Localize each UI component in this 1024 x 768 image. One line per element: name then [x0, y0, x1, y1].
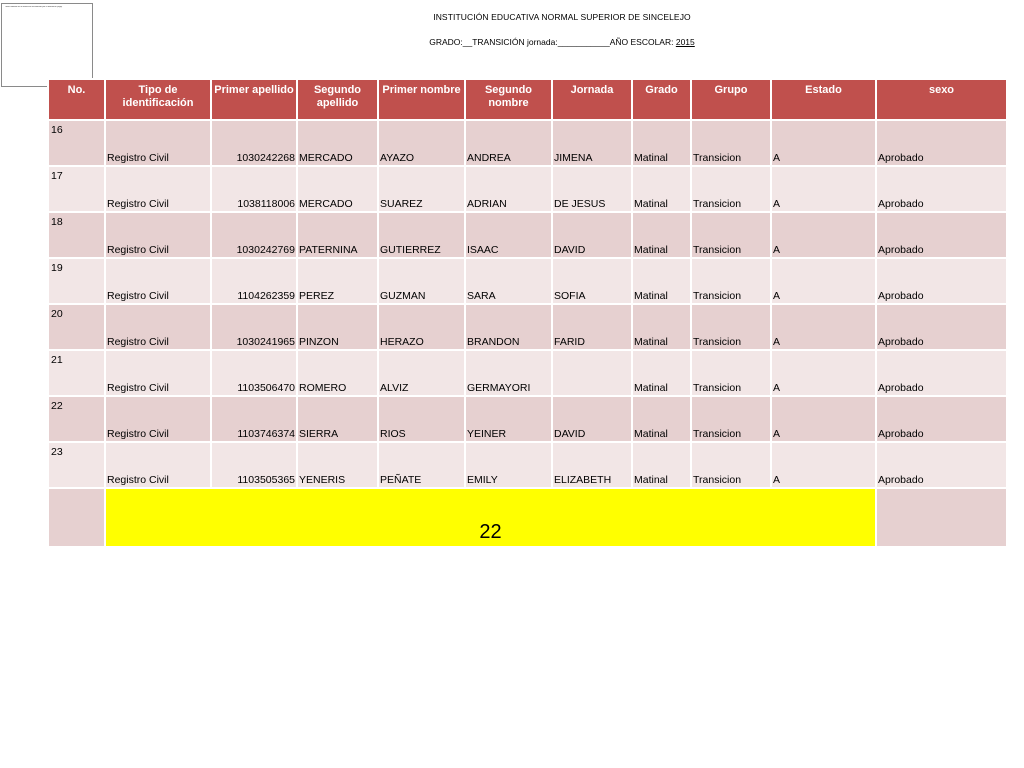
table-row [48, 212, 1007, 258]
table-row [48, 304, 1007, 350]
cell-grado: Transicion [691, 442, 771, 488]
table-row [48, 166, 1007, 212]
col-header-sexo: sexo [876, 79, 1007, 120]
col-header-estado: Estado [771, 79, 876, 120]
cell-primer-apellido: SIERRA [297, 396, 378, 442]
cell-tipo-identificacion: Registro Civil [105, 350, 211, 396]
cell-segundo-nombre: DAVID [552, 396, 632, 442]
cell-primer-apellido: PATERNINA [297, 212, 378, 258]
cell-grado: Transicion [691, 120, 771, 166]
cell-segundo-apellido: GUTIERREZ [378, 212, 465, 258]
cell-segundo-nombre: DAVID [552, 212, 632, 258]
cell-estado: Aprobado [876, 258, 1007, 304]
cell-jornada: Matinal [632, 120, 691, 166]
cell-grupo: A [771, 442, 876, 488]
institution-logo-box [1, 3, 93, 87]
cell-no: 16 [48, 120, 105, 166]
cell-primer-apellido: PINZON [297, 304, 378, 350]
cell-segundo-apellido: PEÑATE [378, 442, 465, 488]
total-row-blank [876, 488, 1007, 547]
cell-primer-apellido: PEREZ [297, 258, 378, 304]
cell-no: 23 [48, 442, 105, 488]
table-row [48, 442, 1007, 488]
col-header-no: No. [48, 79, 105, 120]
cell-no: 19 [48, 258, 105, 304]
cell-numero-identificacion: 1103506470 [211, 350, 297, 396]
cell-segundo-nombre: FARID [552, 304, 632, 350]
cell-primer-nombre: YEINER [465, 396, 552, 442]
cell-numero-identificacion: 1103505365 [211, 442, 297, 488]
cell-numero-identificacion: 1104262359 [211, 258, 297, 304]
cell-no: 22 [48, 396, 105, 442]
cell-numero-identificacion: 1030242268 [211, 120, 297, 166]
cell-grado: Transicion [691, 166, 771, 212]
cell-estado: Aprobado [876, 166, 1007, 212]
cell-segundo-nombre: SOFIA [552, 258, 632, 304]
grade-line-text: GRADO:__TRANSICIÓN jornada:___________AÑO ESCOLAR: [429, 37, 676, 47]
cell-grupo: A [771, 120, 876, 166]
cell-grado: Transicion [691, 212, 771, 258]
cell-jornada: Matinal [632, 166, 691, 212]
total-row [48, 488, 1007, 547]
cell-jornada: Matinal [632, 396, 691, 442]
cell-estado: Aprobado [876, 442, 1007, 488]
cell-grupo: A [771, 396, 876, 442]
institution-title: INSTITUCIÓN EDUCATIVA NORMAL SUPERIOR DE SINCELEJO [433, 12, 691, 22]
cell-primer-nombre: ISAAC [465, 212, 552, 258]
cell-grupo: A [771, 304, 876, 350]
grade-line [340, 37, 784, 47]
col-header-segundo-nombre: Segundo nombre [465, 79, 552, 120]
cell-primer-apellido: MERCADO [297, 166, 378, 212]
table-row [48, 120, 1007, 166]
col-header-jornada: Jornada [552, 79, 632, 120]
cell-estado: Aprobado [876, 396, 1007, 442]
cell-primer-apellido: ROMERO [297, 350, 378, 396]
col-header-tipo-id: Tipo de identificación [105, 79, 211, 120]
table-row [48, 258, 1007, 304]
cell-primer-nombre: EMILY [465, 442, 552, 488]
cell-grado: Transicion [691, 396, 771, 442]
cell-primer-nombre: ADRIAN [465, 166, 552, 212]
col-header-grado: Grado [632, 79, 691, 120]
col-header-segundo-apellido: Segundo apellido [297, 79, 378, 120]
cell-numero-identificacion: 1030241965 [211, 304, 297, 350]
cell-grupo: A [771, 166, 876, 212]
cell-primer-apellido: YENERIS [297, 442, 378, 488]
table-row [48, 396, 1007, 442]
cell-numero-identificacion: 1030242769 [211, 212, 297, 258]
cell-primer-nombre: ANDREA [465, 120, 552, 166]
cell-segundo-apellido: HERAZO [378, 304, 465, 350]
cell-primer-nombre: SARA [465, 258, 552, 304]
cell-segundo-nombre: ELIZABETH [552, 442, 632, 488]
cell-tipo-identificacion: Registro Civil [105, 212, 211, 258]
cell-segundo-nombre: DE JESUS [552, 166, 632, 212]
cell-estado: Aprobado [876, 350, 1007, 396]
cell-grupo: A [771, 350, 876, 396]
cell-tipo-identificacion: Registro Civil [105, 258, 211, 304]
cell-grupo: A [771, 258, 876, 304]
total-count: 22 [105, 488, 876, 547]
cell-primer-nombre: BRANDON [465, 304, 552, 350]
cell-jornada: Matinal [632, 258, 691, 304]
cell-grado: Transicion [691, 304, 771, 350]
cell-estado: Aprobado [876, 120, 1007, 166]
cell-segundo-apellido: GUZMAN [378, 258, 465, 304]
cell-primer-nombre: GERMAYORI [465, 350, 552, 396]
cell-tipo-identificacion: Registro Civil [105, 304, 211, 350]
col-header-primer-nombre: Primer nombre [378, 79, 465, 120]
cell-jornada: Matinal [632, 212, 691, 258]
student-table [47, 78, 1008, 548]
cell-estado: Aprobado [876, 212, 1007, 258]
cell-tipo-identificacion: Registro Civil [105, 396, 211, 442]
cell-segundo-apellido: ALVIZ [378, 350, 465, 396]
table-header-row [48, 79, 1007, 120]
cell-no: 18 [48, 212, 105, 258]
cell-grado: Transicion [691, 350, 771, 396]
cell-no: 20 [48, 304, 105, 350]
cell-grupo: A [771, 212, 876, 258]
col-header-grupo: Grupo [691, 79, 771, 120]
cell-no: 17 [48, 166, 105, 212]
cell-jornada: Matinal [632, 304, 691, 350]
cell-segundo-nombre [552, 350, 632, 396]
cell-grado: Transicion [691, 258, 771, 304]
cell-estado: Aprobado [876, 304, 1007, 350]
cell-segundo-nombre: JIMENA [552, 120, 632, 166]
cell-primer-apellido: MERCADO [297, 120, 378, 166]
cell-numero-identificacion: 1038118006 [211, 166, 297, 212]
table-row [48, 350, 1007, 396]
cell-numero-identificacion: 1103746374 [211, 396, 297, 442]
logo-caption: Texto nombre de la institución reconocida por el ministerio (logo) [5, 6, 63, 8]
school-year: 2015 [675, 37, 695, 47]
cell-tipo-identificacion: Registro Civil [105, 442, 211, 488]
cell-segundo-apellido: AYAZO [378, 120, 465, 166]
cell-segundo-apellido: SUAREZ [378, 166, 465, 212]
total-row-blank [48, 488, 105, 547]
cell-tipo-identificacion: Registro Civil [105, 166, 211, 212]
cell-no: 21 [48, 350, 105, 396]
cell-tipo-identificacion: Registro Civil [105, 120, 211, 166]
col-header-primer-apellido: Primer apellido [211, 79, 297, 120]
cell-jornada: Matinal [632, 350, 691, 396]
cell-jornada: Matinal [632, 442, 691, 488]
cell-segundo-apellido: RIOS [378, 396, 465, 442]
